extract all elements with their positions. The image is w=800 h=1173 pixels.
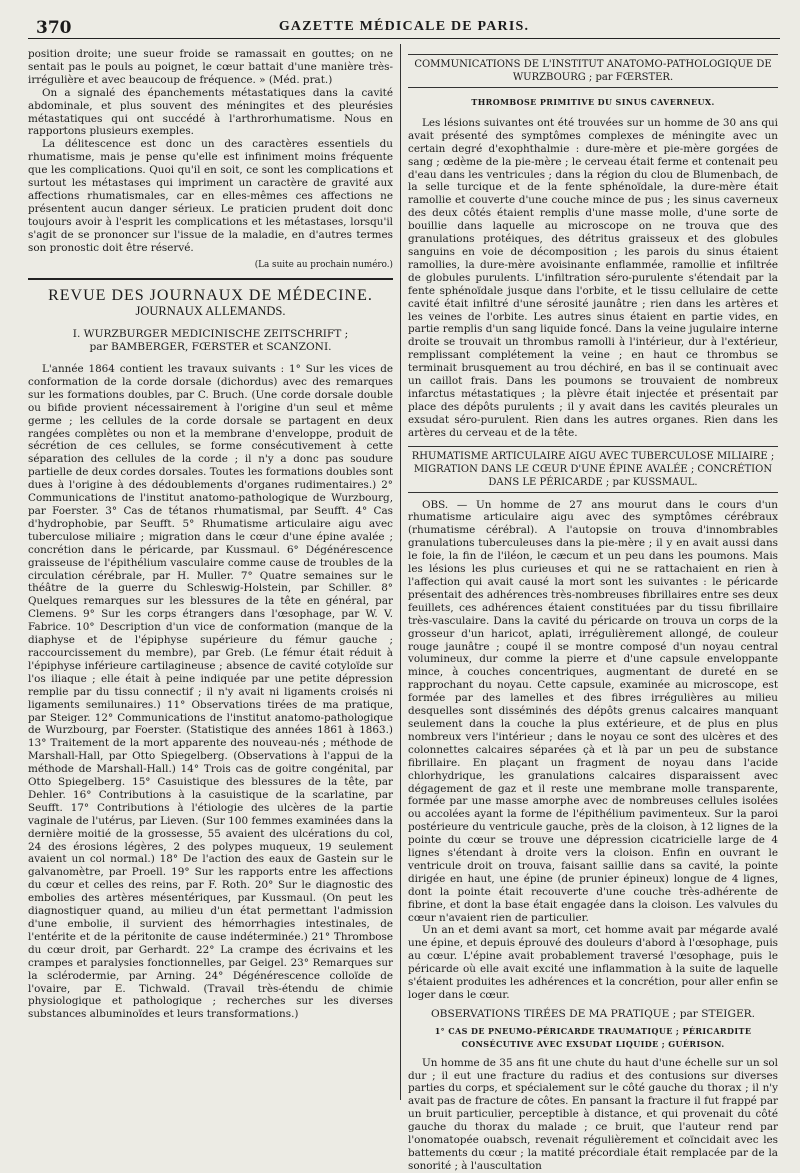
section-rule — [28, 278, 393, 280]
left-column — [28, 48, 393, 1021]
paragraph: OBS. — Un homme de 27 ans mourut dans le cours d'un rhumatisme articulaire aigu avec des symptômes cérébraux (rhumatisme cérébral). A l'autopsie on trouva d'innombrables granulations tuberculeuses dans la pie-mère ; il y en avait aussi dans le foie, la fin de l'iléon, le cæcum et un peu dans les poumons. Mais les lésions les plus curieuses et qui ne se rattachaient en rien à l'affection qui avait causé la mort sont les suivantes : le péricarde présentait des adhérences très-nombreuses fibrillaires entre ses deux feuillets, ces adhérences étaient constituées par du tissu fibrillaire très-vasculaire. Dans la cavité du péricarde on trouva un corps de la grosseur d'un haricot, aplati, irrégulièrement allongé, de couleur rouge jaunâtre ; coupé il se montre composé d'un noyau central volumineux, dur comme la pierre et d'une capsule enveloppante mince, à couches concentriques, augmentant de dureté en se rapprochant du noyau. Cette capsule, examinée au microscope, est formée par des lamelles et des fibres irrégulières au milieu desquelles sont disséminés des dépôts grenus calcaires manquant seulement dans la couche la plus extérieure, et de plus en plus nombreux vers l'intérieur ; dans le noyau ce sont des ulcères et des colonnettes calcaires séparées çà et là par un peu de substance fibrillaire. En plaçant un fragment de noyau dans l'acide chlorhydrique, les granulations calcaires disparaissent avec dégagement de gaz et il reste une membrane molle transparente, formée par une masse amorphe avec de nombreuses cellules isolées ou accolées ayant la forme de l'épithélium pavimenteux. Sur la paroi postérieure du ventricule gauche, près de la cloison, à 12 lignes de la pointe du cœur se trouve une dépression cicatricielle large de 4 lignes s'étendant à droite vers la cloison. Enfin en ouvrant le ventricule droit on trouva, faisant saillie dans sa cavité, la pointe dirigée en haut, une épine (de prunier épineux) longue de 4 lignes, dont la pointe était recouverte d'une couche très-adhérente de fibrine, et dont la base était engagée dans la cloison. Les valvules du cœur n'avaient rien de particulier. — [408, 498, 778, 924]
paragraph: position droite; une sueur froide se ramassait en gouttes; on ne sentait pas le pouls au poignet, le cœur battait d'une manière très-irrégulière et avec beaucoup de fréquence. » (Méd. prat.) — [28, 48, 393, 86]
subsection-heading: THROMBOSE PRIMITIVE DU SINUS CAVERNEUX. — [471, 97, 715, 107]
subsection-heading: 1° CAS DE PNEUMO-PÉRICARDE TRAUMATIQUE ; PÉRICARDITE CONSÉCUTIVE AVEC EXSUDAT LIQUIDE ; GUÉRISON. — [434, 1025, 752, 1049]
running-title: GAZETTE MÉDICALE DE PARIS. — [278, 19, 530, 34]
page-number: 370 — [36, 18, 72, 38]
review-title: REVUE DES JOURNAUX DE MÉDECINE. — [48, 287, 373, 305]
paragraph: Un homme de 35 ans fit une chute du haut d'une échelle sur un sol dur ; il eut une fracture du radius et des contusions sur diverses parties du corps, et spécialement sur le côté gauche du thorax ; il n'y avait pas de fracture de côtes. En pansant la fracture il fut frappé par un bruit particulier, perceptible à distance, et qui provenait du côté gauche du thorax du malade ; ce bruit, que l'auteur rend par l'onomatopée ouabsch, revenait régulièrement et coïncidait avec les battements du cœur ; la matité précordiale était remplacée par de la sonorité ; à l'auscultation — [408, 1056, 778, 1172]
paragraph: L'année 1864 contient les travaux suivants : 1° Sur les vices de conformation de la corde dorsale (dichordus) avec des remarques sur les formations doubles, par C. Bruch. (Une corde dorsale double ou bifide provient nécessairement à l'origine d'un seul et même germe ; les cellules de la corde dorsale se partagent en deux rangées complètes ou non et la membrane d'enveloppe, produit de sécrétion de ces cellules, se forme consécutivement à cette séparation des cellules de la corde ; il n'y a donc pas soudure partielle de deux cordes dorsales. Toutes les formations doubles sont dues à l'origine à des dédoublements d'organes rudimentaires.) 2° Communications de l'institut anatomo-pathologique de Wurzbourg, par Foerster. 3° Cas de tétanos rhumatismal, par Seufft. 4° Cas d'hydrophobie, par Seufft. 5° Rhumatisme articulaire aigu avec tuberculose miliaire ; migration dans le cœur d'une épine avalée ; concrétion dans le péricarde, par Kussmaul. 6° Dégénérescence graisseuse de l'épithélium vasculaire comme cause de troubles de la circulation cérébrale, par H. Muller. 7° Quatre semaines sur le théâtre de la guerre du Schleswig-Holstein, par Schiller. 8° Quelques remarques sur les blessures de la tête en général, par Clemens. 9° Sur les corps étrangers dans l'œsophage, par W. V. Fabrice. 10° Description d'un vice de conformation (manque de la diaphyse et de l'épiphyse supérieure du fémur gauche ; raccourcissement du membre), par Greb. (Le fémur était réduit à l'épiphyse inférieure cartilagineuse ; absence de cavité cotyloïde sur l'os iliaque ; elle était à peine indiquée par une petite dépression remplie par du tissu connectif ; il n'y avait ni ligaments croisés ni ligaments semilunaires.) 11° Observations tirées de ma pratique, par Steiger. 12° Communications de l'institut anatomo-pathologique de Wurzbourg, par Foerster. (Statistique des années 1861 à 1863.) 13° Traitement de la mort apparente des nouveau-nés ; méthode de Marshall-Hall, par Otto Spiegelberg. (Observations à l'appui de la méthode de Marshall-Hall.) 14° Trois cas de goitre congénital, par Otto Spiegelberg. 15° Casuistique des blessures de la tête, par Dehler. 16° Contributions à la casuistique de la scarlatine, par Seufft. 17° Contributions à l'étiologie des ulcères de la partie vaginale de l'utérus, par Lieven. (Sur 100 femmes examinées dans la dernière moitié de la grossesse, 55 avaient des ulcérations du col, 24 des érosions légères, 2 des polypes muqueux, 19 seulement avaient un col normal.) 18° De l'action des eaux de Gastein sur le galvanomètre, par Proell. 19° Sur les rapports entre les affections du cœur et celles des reins, par F. Roth. 20° Sur le diagnostic des embolies des artères mésentériques, par Kussmaul. (On peut les diagnostiquer quand, au milieu d'un état permettant l'admission d'une embolie, il survient des hémorrhagies intestinales, de l'entérite et de la péritonite de cause indéterminée.) 21° Thrombose du cœur droit, par Gerhardt. 22° La crampe des écrivains et les crampes et paralysies fonctionnelles, par Geigel. 23° Remarques sur la sclérodermie, par Arning. 24° Dégénérescence colloïde de l'ovaire, par E. Tichwald. (Travail très-étendu de chimie physiologique et pathologique ; recherches sur les diverses substances albuminoïdes et leurs transformations.) — [28, 363, 393, 1021]
paragraph: Les lésions suivantes ont été trouvées sur un homme de 30 ans qui avait présenté des symptômes complexes de méningite avec un certain degré d'exophthalmie : dure-mère et pie-mère gorgées de sang ; œdème de la pie-mère ; le cerveau était ferme et contenait peu d'eau dans les ventricules ; dans la région du clou de Blumenbach, de la selle turcique et de la fente sphénoïdale, la dure-mère était ramollie et couverte d'une couche mince de pus ; les sinus caverneux des deux côtés étaient remplis d'une masse molle, d'une sorte de bouillie dans laquelle au microscope on ne trouva que des granulations protéiques, des détritus graisseux et des globules sanguins en voie de décomposition ; les parois du sinus étaient ramollies, la dure-mère avoisinante enflammée, ramollie et infiltrée de globules purulents. L'infiltration séro-purulente s'étendait par la fente sphénoïdale jusque dans l'orbite, et le tissu cellulaire de cette cavité était infiltré d'une sérosité jaunâtre ; rien dans les artères et les veines de l'orbite. Les autres sinus étaient en partie vides, en partie remplis d'un sang liquide foncé. Dans la veine jugulaire interne droite se trouvait un thrombus ramolli à l'intérieur, dur à l'extérieur, remplissant complétement la veine ; en haut ce thrombus se terminait brusquement au trou déchiré, en bas il se continuait avec un caillot frais. Dans les poumons se trouvaient de nombreux infarctus métastatiques ; la plèvre était injectée et présentait par place des dépôts purulents ; il y avait dans les cavités pleurales un exsudat séro-purulent. Rien dans les autres organes. Rien dans les artères du cerveau et de la tête. — [408, 116, 778, 439]
section-heading: RHUMATISME ARTICULAIRE AIGU AVEC TUBERCULOSE MILIAIRE ; MIGRATION DANS LE CŒUR D'UNE ÉPINE AVALÉE ; CONCRÉTION DANS LE PÉRICARDE ; par KUSSMAUL. — [408, 446, 778, 493]
journal-editors: par BAMBERGER, FŒRSTER et SCANZONI. — [89, 341, 332, 354]
column-divider — [400, 44, 401, 1100]
section-heading: COMMUNICATIONS DE L'INSTITUT ANATOMO-PATHOLOGIQUE DE WURZBOURG ; par FŒRSTER. — [408, 54, 778, 88]
right-column — [408, 48, 778, 1173]
paragraph: On a signalé des épanchements métastatiques dans la cavité abdominale, et plus souvent des méningites et des pleurésies métastatiques qui ont succédé à l'arthrorhumatisme. Nous en rapportons plusieurs exemples. — [28, 86, 393, 138]
continuation-note: (La suite au prochain numéro.) — [254, 259, 393, 270]
paragraph: Un an et demi avant sa mort, cet homme avait par mégarde avalé une épine, et depuis éprouvé des douleurs d'abord à l'œsophage, puis au cœur. L'épine avait probablement traversé l'œsophage, puis le péricarde où elle avait excité une inflammation à la suite de laquelle s'étaient produites les adhérences et la concrétion, pour aller enfin se loger dans le cœur. — [408, 924, 778, 1001]
section-heading — [28, 328, 393, 354]
running-header — [28, 18, 780, 39]
journal-name: I. WURZBURGER MEDICINISCHE ZEITSCHRIFT ; — [72, 328, 349, 341]
paragraph: La délitescence est donc un des caractères essentiels du rhumatisme, mais je pense qu'elle est infiniment moins fréquente que les complications. Quoi qu'il en soit, ce sont les complications et surtout les métastases qui impriment un caractère de gravité aux affections rhumatismales, car en elles-mêmes ces affections ne présentent aucun danger sérieux. Le praticien prudent doit donc toujours avoir à l'esprit les complications et les métastases, lorsqu'il s'agit de se prononcer sur l'issue de la maladie, en d'autres termes son pronostic doit être réservé. — [28, 138, 393, 254]
section-heading: OBSERVATIONS TIRÉES DE MA PRATIQUE ; par STEIGER. — [430, 1007, 756, 1020]
review-subtitle: JOURNAUX ALLEMANDS. — [135, 304, 286, 319]
